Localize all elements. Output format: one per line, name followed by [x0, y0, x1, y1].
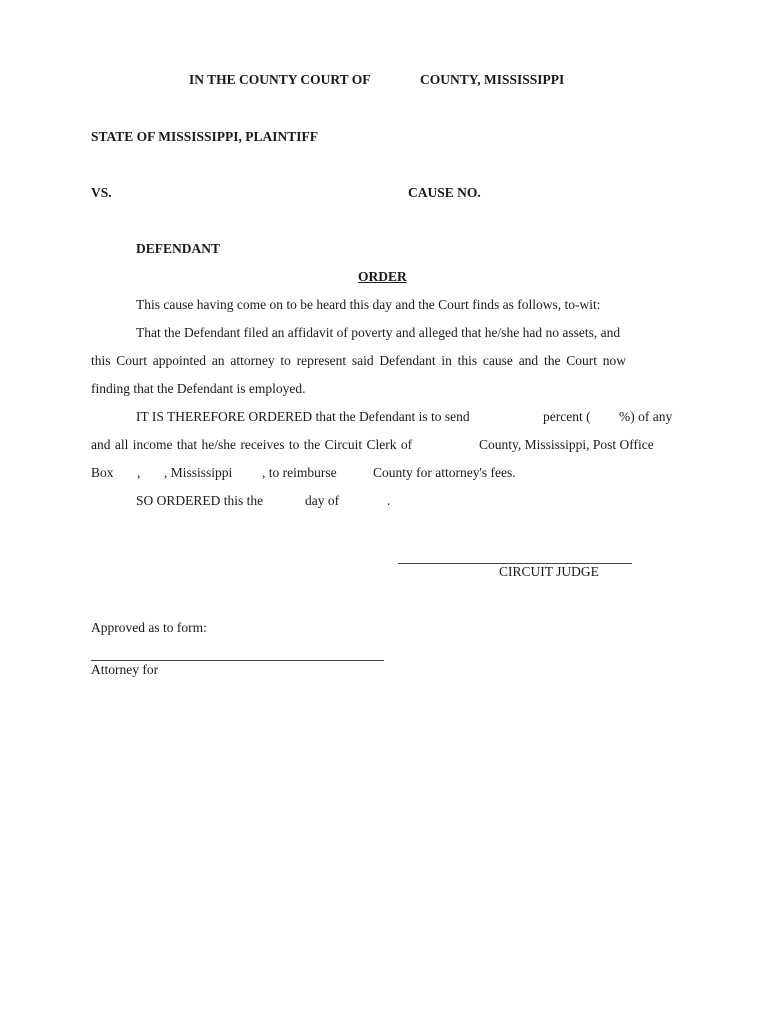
defendant-label: DEFENDANT [136, 241, 221, 256]
ordered-line-1b: percent ( [543, 409, 591, 424]
court-heading-left: IN THE COUNTY COURT OF [189, 72, 371, 87]
ordered-line-1a: IT IS THEREFORE ORDERED that the Defendant is to send [136, 409, 470, 424]
attorney-for-label: Attorney for [91, 662, 159, 677]
ordered-line-3d: , to reimburse [262, 465, 337, 480]
ordered-line-1c: %) of any [619, 409, 673, 424]
circuit-judge-label: CIRCUIT JUDGE [499, 564, 599, 579]
ordered-line-3a: Box [91, 465, 114, 480]
attorney-signature-line [91, 660, 384, 661]
cause-number-label: CAUSE NO. [408, 185, 481, 200]
plaintiff-line: STATE OF MISSISSIPPI, PLAINTIFF [91, 129, 319, 144]
ordered-line-2b: County, Mississippi, Post Office [479, 437, 654, 452]
ordered-line-3e: County for attorney's fees. [373, 465, 516, 480]
approved-as-to-form: Approved as to form: [91, 620, 207, 635]
so-ordered-period: . [387, 493, 391, 508]
vs-label: VS. [91, 185, 112, 200]
affidavit-line-2: this Court appointed an attorney to represent said Defendant in this cause and the Court now [91, 353, 626, 368]
finding-paragraph: This cause having come on to be heard this day and the Court finds as follows, to-wit: [136, 297, 601, 312]
ordered-line-3c: , Mississippi [164, 465, 233, 480]
order-title: ORDER [358, 269, 407, 284]
affidavit-line-1: That the Defendant filed an affidavit of poverty and alleged that he/she had no assets, and [136, 325, 621, 340]
affidavit-line-3: finding that the Defendant is employed. [91, 381, 306, 396]
ordered-line-3b: , [137, 465, 141, 480]
court-heading-right: COUNTY, MISSISSIPPI [420, 72, 565, 87]
so-ordered-day-of: day of [305, 493, 340, 508]
so-ordered-text: SO ORDERED this the [136, 493, 264, 508]
ordered-line-2a: and all income that he/she receives to the Circuit Clerk of [91, 437, 413, 452]
